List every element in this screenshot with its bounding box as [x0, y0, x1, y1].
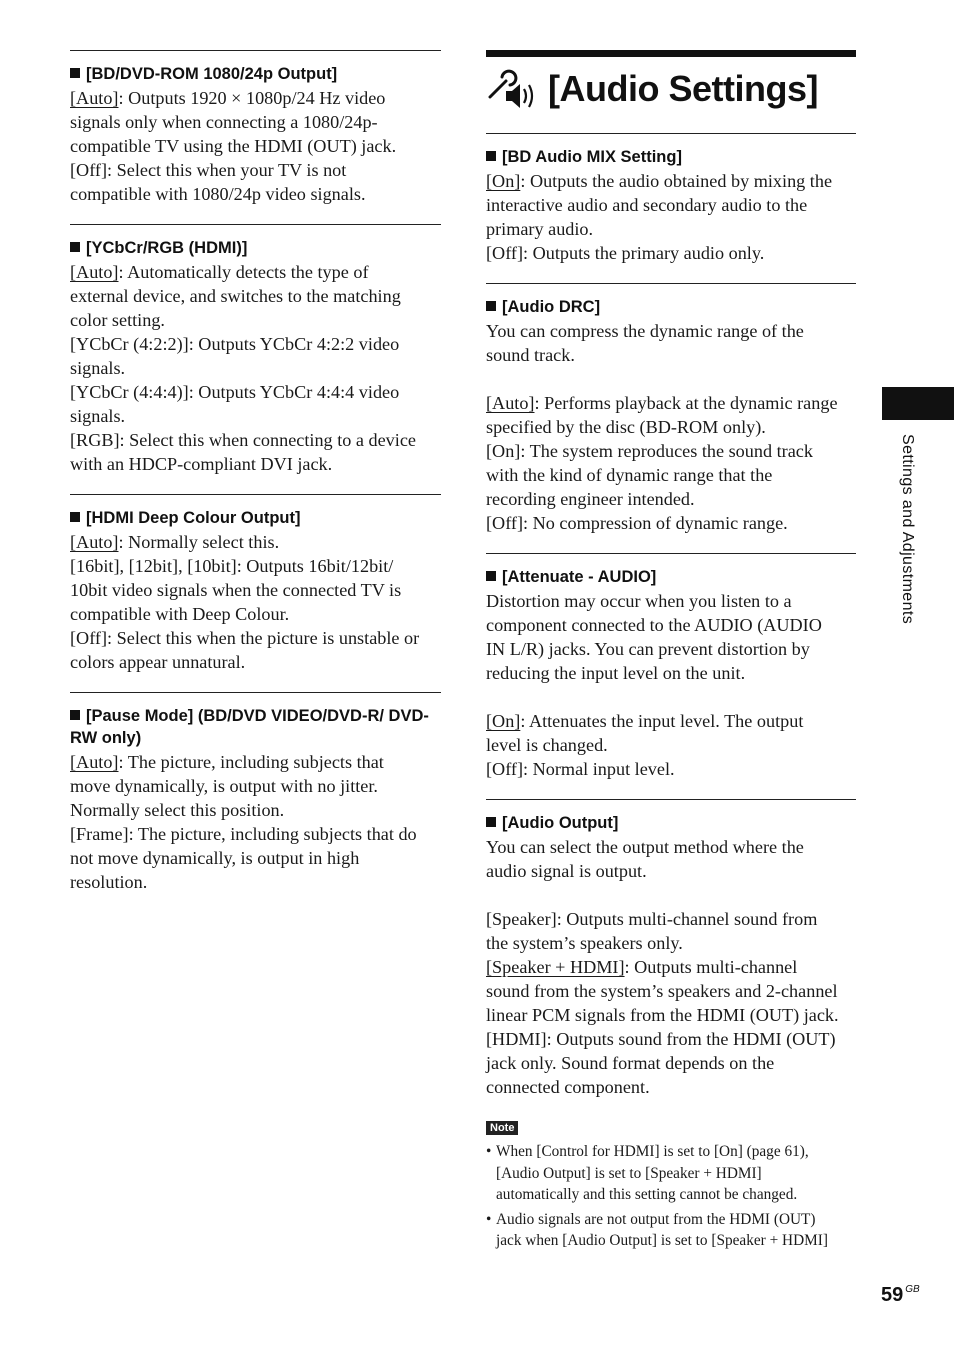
blank-line: [486, 883, 856, 907]
note-line: Audio signals are not output from the HDMI (OUT): [496, 1210, 816, 1228]
setting-heading: [486, 296, 856, 318]
text-line: [70, 428, 441, 452]
text-line: [70, 404, 441, 428]
line-text: with an HDCP-compliant DVI jack.: [70, 454, 333, 474]
text-line: [486, 487, 856, 511]
line-text: color setting.: [70, 310, 165, 330]
text-line: [486, 955, 856, 979]
line-text: resolution.: [70, 872, 148, 892]
default-option: [On]: [486, 711, 521, 731]
setting-title: [Audio DRC]: [502, 298, 601, 316]
text-line: [486, 859, 856, 883]
square-bullet-icon: [486, 301, 496, 311]
text-line: [486, 613, 856, 637]
text-line: [486, 733, 856, 757]
line-text: : The picture, including subjects that: [118, 752, 384, 772]
audio-settings-icon: [486, 67, 538, 111]
setting-title: [HDMI Deep Colour Output]: [86, 509, 301, 527]
line-text: You can select the output method where the: [486, 837, 804, 857]
line-text: recording engineer intended.: [486, 489, 695, 509]
left-column: [70, 50, 441, 912]
note-line: jack when [Audio Output] is set to [Speaker + HDMI]: [496, 1232, 828, 1249]
text-line: [486, 415, 856, 439]
text-line: [70, 774, 441, 798]
title-rule: [486, 50, 856, 57]
page-number-value: 59: [881, 1284, 904, 1306]
setting-heading: [486, 566, 856, 588]
note-items: [486, 1141, 856, 1252]
default-option: [Auto]: [486, 393, 535, 413]
line-text: : Automatically detects the type of: [118, 262, 369, 282]
text-line: [70, 86, 441, 110]
line-text: signals only when connecting a 1080/24p-: [70, 112, 378, 132]
setting-section: [486, 553, 856, 781]
line-text: : Performs playback at the dynamic range: [534, 393, 838, 413]
right-sections: [486, 133, 856, 1099]
text-line: [70, 260, 441, 284]
setting-section: [70, 692, 441, 894]
text-line: [486, 439, 856, 463]
setting-section: [70, 50, 441, 206]
bullet-icon: •: [486, 1143, 492, 1160]
line-text: IN L/R) jacks. You can prevent distortion by: [486, 639, 810, 659]
text-line: [486, 463, 856, 487]
line-text: specified by the disc (BD-ROM only).: [486, 417, 766, 437]
default-option: [Auto]: [70, 532, 119, 552]
line-text: audio signal is output.: [486, 861, 647, 881]
text-line: [70, 380, 441, 404]
text-line: [70, 554, 441, 578]
setting-title: [BD Audio MIX Setting]: [502, 148, 682, 166]
text-line: [70, 626, 441, 650]
bullet-icon: •: [486, 1210, 492, 1228]
setting-heading: [70, 507, 441, 529]
setting-heading: [70, 705, 441, 749]
note-line: automatically and this setting cannot be changed.: [496, 1186, 798, 1203]
blank-line: [486, 367, 856, 391]
note-block: [486, 1117, 856, 1252]
line-text: move dynamically, is output with no jitter.: [70, 776, 378, 796]
line-text: component connected to the AUDIO (AUDIO: [486, 615, 822, 635]
text-line: [486, 709, 856, 733]
setting-section: [70, 224, 441, 476]
line-text: : Attenuates the input level. The output: [520, 711, 804, 731]
text-line: [70, 530, 441, 554]
page-number: [881, 1284, 920, 1307]
line-text: [HDMI]: Outputs sound from the HDMI (OUT): [486, 1029, 836, 1049]
text-line: [486, 1075, 856, 1099]
line-text: [16bit], [12bit], [10bit]: Outputs 16bit/12bit/: [70, 556, 394, 576]
note-item: [486, 1209, 856, 1252]
default-option: [Auto]: [70, 88, 119, 108]
line-text: interactive audio and secondary audio to the: [486, 195, 808, 215]
blank-line: [486, 685, 856, 709]
square-bullet-icon: [70, 242, 80, 252]
setting-title: [BD/DVD-ROM 1080/24p Output]: [86, 65, 338, 83]
line-text: : Normally select this.: [118, 532, 280, 552]
setting-section: [486, 133, 856, 265]
square-bullet-icon: [486, 151, 496, 161]
text-line: [70, 332, 441, 356]
line-text: You can compress the dynamic range of the: [486, 321, 804, 341]
text-line: [486, 835, 856, 859]
line-text: compatible TV using the HDMI (OUT) jack.: [70, 136, 397, 156]
line-text: compatible with Deep Colour.: [70, 604, 290, 624]
line-text: sound from the system’s speakers and 2-channel: [486, 981, 838, 1001]
line-text: : Outputs multi-channel: [624, 957, 798, 977]
text-line: [486, 1051, 856, 1075]
line-text: with the kind of dynamic range that the: [486, 465, 773, 485]
text-line: [486, 979, 856, 1003]
square-bullet-icon: [70, 68, 80, 78]
text-line: [486, 217, 856, 241]
text-line: [486, 907, 856, 931]
text-line: [486, 319, 856, 343]
page-title: [Audio Settings]: [548, 68, 818, 109]
line-text: Distortion may occur when you listen to a: [486, 591, 792, 611]
setting-heading: [70, 63, 441, 85]
square-bullet-icon: [70, 710, 80, 720]
line-text: reducing the input level on the unit.: [486, 663, 746, 683]
text-line: [70, 134, 441, 158]
square-bullet-icon: [486, 817, 496, 827]
line-text: [Off]: Select this when your TV is not: [70, 160, 347, 180]
setting-section: [486, 799, 856, 1099]
setting-title: [Pause Mode] (BD/DVD VIDEO/DVD-R/ DVD-RW only): [70, 707, 429, 747]
text-line: [486, 169, 856, 193]
page-title-row: [486, 61, 856, 117]
line-text: linear PCM signals from the HDMI (OUT) jack.: [486, 1005, 839, 1025]
page-number-suffix: GB: [905, 1284, 920, 1295]
line-text: [YCbCr (4:4:4)]: Outputs YCbCr 4:4:4 video: [70, 382, 400, 402]
line-text: Normally select this position.: [70, 800, 285, 820]
text-line: [70, 602, 441, 626]
text-line: [70, 356, 441, 380]
line-text: 10bit video signals when the connected TV is: [70, 580, 402, 600]
text-line: [486, 391, 856, 415]
line-text: primary audio.: [486, 219, 594, 239]
setting-section: [70, 494, 441, 674]
side-chapter-label: Settings and Adjustments: [899, 434, 916, 625]
text-line: [70, 158, 441, 182]
line-text: external device, and switches to the matching: [70, 286, 401, 306]
line-text: [Off]: Outputs the primary audio only.: [486, 243, 765, 263]
line-text: level is changed.: [486, 735, 608, 755]
text-line: [486, 343, 856, 367]
square-bullet-icon: [486, 571, 496, 581]
square-bullet-icon: [70, 512, 80, 522]
line-text: [Frame]: The picture, including subjects that do: [70, 824, 417, 844]
line-text: signals.: [70, 358, 126, 378]
text-line: [486, 1003, 856, 1027]
default-option: [Speaker + HDMI]: [486, 957, 625, 977]
note-item: [486, 1141, 856, 1206]
text-line: [70, 110, 441, 134]
text-line: [70, 798, 441, 822]
setting-title: [YCbCr/RGB (HDMI)]: [86, 239, 248, 257]
setting-section: [486, 283, 856, 535]
text-line: [486, 511, 856, 535]
line-text: : Outputs the audio obtained by mixing the: [520, 171, 833, 191]
setting-heading: [486, 146, 856, 168]
line-text: [On]: The system reproduces the sound track: [486, 441, 813, 461]
text-line: [486, 637, 856, 661]
text-line: [486, 193, 856, 217]
line-text: colors appear unnatural.: [70, 652, 246, 672]
note-badge: Note: [486, 1121, 518, 1135]
line-text: [YCbCr (4:2:2)]: Outputs YCbCr 4:2:2 video: [70, 334, 400, 354]
setting-title: [Audio Output]: [502, 814, 619, 832]
line-text: compatible with 1080/24p video signals.: [70, 184, 366, 204]
line-text: not move dynamically, is output in high: [70, 848, 360, 868]
line-text: [Off]: Select this when the picture is unstable or: [70, 628, 420, 648]
default-option: [Auto]: [70, 752, 119, 772]
text-line: [70, 846, 441, 870]
setting-heading: [486, 812, 856, 834]
text-line: [70, 308, 441, 332]
text-line: [70, 182, 441, 206]
side-tab-marker: [882, 387, 954, 420]
text-line: [486, 1027, 856, 1051]
text-line: [486, 757, 856, 781]
line-text: [RGB]: Select this when connecting to a device: [70, 430, 416, 450]
setting-heading: [70, 237, 441, 259]
line-text: connected component.: [486, 1077, 650, 1097]
line-text: sound track.: [486, 345, 575, 365]
text-line: [70, 822, 441, 846]
note-line: [Audio Output] is set to [Speaker + HDMI]: [496, 1164, 762, 1182]
text-line: [70, 284, 441, 308]
line-text: [Speaker]: Outputs multi-channel sound from: [486, 909, 818, 929]
line-text: jack only. Sound format depends on the: [486, 1053, 775, 1073]
line-text: [Off]: Normal input level.: [486, 759, 675, 779]
note-line: When [Control for HDMI] is set to [On] (page 61),: [496, 1143, 809, 1160]
right-column: [486, 50, 856, 1255]
line-text: signals.: [70, 406, 126, 426]
text-line: [70, 452, 441, 476]
text-line: [486, 661, 856, 685]
line-text: [Off]: No compression of dynamic range.: [486, 513, 788, 533]
text-line: [70, 578, 441, 602]
text-line: [70, 650, 441, 674]
text-line: [486, 589, 856, 613]
text-line: [486, 931, 856, 955]
setting-title: [Attenuate - AUDIO]: [502, 568, 657, 586]
text-line: [70, 750, 441, 774]
default-option: [Auto]: [70, 262, 119, 282]
default-option: [On]: [486, 171, 521, 191]
line-text: : Outputs 1920 × 1080p/24 Hz video: [118, 88, 386, 108]
text-line: [70, 870, 441, 894]
text-line: [486, 241, 856, 265]
line-text: the system’s speakers only.: [486, 933, 683, 953]
